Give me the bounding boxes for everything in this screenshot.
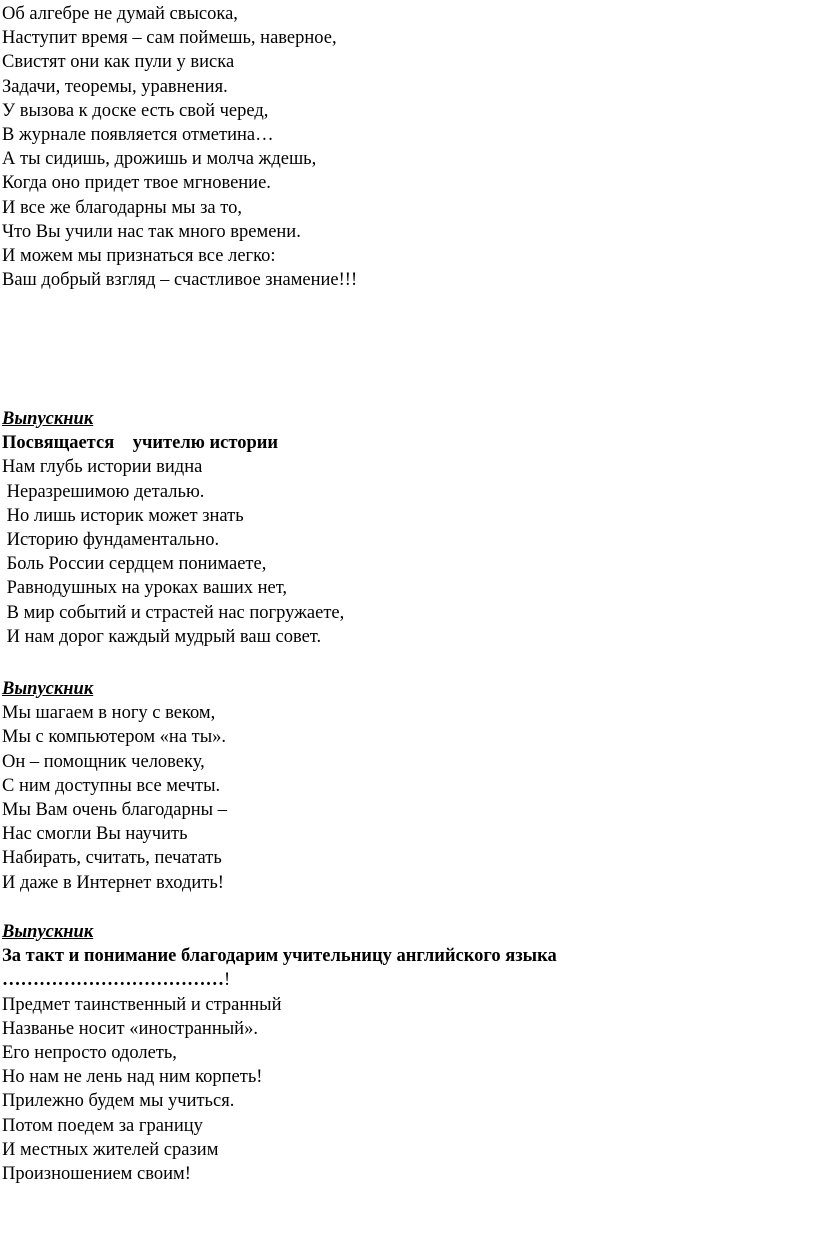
poem-computer bbox=[2, 677, 812, 895]
poem-line: Историю фундаментально. bbox=[2, 529, 220, 550]
poem-line: Предмет таинственный и странный bbox=[2, 994, 282, 1015]
poem-line: Мы Вам очень благодарны – bbox=[2, 799, 227, 820]
poem-line: Произношением своим! bbox=[2, 1163, 191, 1184]
poem-line: Но нам не лень над ним корпеть! bbox=[2, 1067, 263, 1088]
poem-line: Об алгебре не думай свысока, bbox=[2, 4, 238, 24]
poem-line: У вызова к доске есть свой черед, bbox=[2, 100, 269, 121]
poem-line: И нам дорог каждый мудрый ваш совет. bbox=[2, 626, 322, 647]
poem-line: Но лишь историк может знать bbox=[2, 505, 244, 526]
poem-line: И все же благодарны мы за то, bbox=[2, 197, 242, 218]
poem-line: Мы шагаем в ногу с веком, bbox=[2, 703, 216, 724]
poem-line: Боль России сердцем понимаете, bbox=[2, 554, 267, 575]
poem-line: Набирать, считать, печатать bbox=[2, 848, 222, 869]
poem-line: Свистят они как пули у виска bbox=[2, 52, 235, 73]
poem-line: Он – помощник человеку, bbox=[2, 751, 205, 772]
poem-line: Когда оно придет твое мгновение. bbox=[2, 173, 271, 194]
poem-english bbox=[2, 920, 812, 1186]
poem-line: Нам глубь истории видна bbox=[2, 457, 203, 478]
speaker-heading: Выпускник bbox=[2, 409, 94, 429]
speaker-heading: Выпускник bbox=[2, 679, 94, 699]
poem-line: Наступит время – сам поймешь, наверное, bbox=[2, 28, 337, 49]
exclamation-mark: ! bbox=[224, 970, 231, 991]
dedication-line: За такт и понимание благодарим учительницу английского языка bbox=[2, 946, 557, 967]
poem-line: И местных жителей сразим bbox=[2, 1139, 219, 1160]
poem-line: Неразрешимою деталью. bbox=[2, 481, 205, 502]
poem-line: А ты сидишь, дрожишь и молча ждешь, bbox=[2, 149, 317, 170]
poem-line: Мы с компьютером «на ты». bbox=[2, 727, 227, 748]
poem-history bbox=[2, 407, 812, 649]
dotted-line bbox=[2, 968, 812, 992]
poem-line: Нас смогли Вы научить bbox=[2, 824, 188, 845]
poem-line: Потом поедем за границу bbox=[2, 1115, 203, 1136]
poem-line: В мир событий и страстей нас погружаете, bbox=[2, 602, 345, 623]
speaker-heading: Выпускник bbox=[2, 922, 94, 942]
poem-line: Его непросто одолеть, bbox=[2, 1042, 177, 1063]
poem-line: Названье носит «иностранный». bbox=[2, 1018, 258, 1039]
dots-placeholder: ……………………………… bbox=[2, 970, 224, 991]
dedication-line: Посвящается учителю истории bbox=[2, 433, 279, 454]
poem-line: И можем мы признаться все легко: bbox=[2, 245, 276, 266]
poem-algebra bbox=[2, 2, 812, 292]
poem-line: Равнодушных на уроках ваших нет, bbox=[2, 578, 288, 599]
poem-line: Задачи, теоремы, уравнения. bbox=[2, 76, 228, 97]
poem-line: С ним доступны все мечты. bbox=[2, 775, 221, 796]
poem-line: Прилежно будем мы учиться. bbox=[2, 1091, 235, 1112]
poem-line: В журнале появляется отметина… bbox=[2, 124, 274, 145]
poem-line: Ваш добрый взгляд – счастливое знамение!!! bbox=[2, 270, 358, 291]
poem-line: И даже в Интернет входить! bbox=[2, 872, 224, 893]
poem-line: Что Вы учили нас так много времени. bbox=[2, 221, 301, 242]
